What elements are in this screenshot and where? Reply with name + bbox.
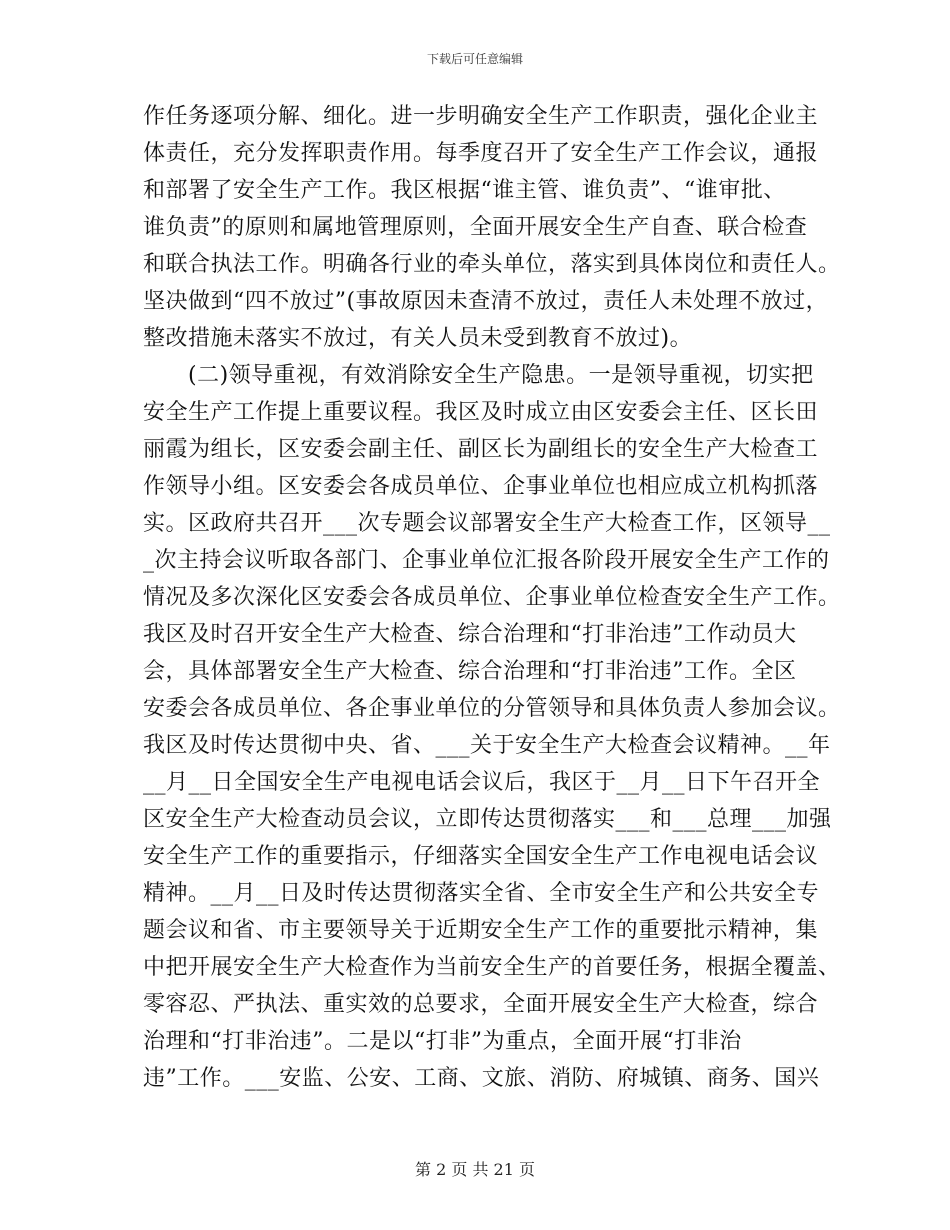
text-line: 和联合执法工作。明确各行业的牵头单位，落实到具体岗位和责任人。: [143, 252, 841, 277]
text-line: 谁负责”的原则和属地管理原则，全面开展安全生产自查、联合检查: [143, 215, 808, 240]
text-line: 违”工作。___安监、公安、工商、文旅、消防、府城镇、商务、国兴: [143, 1066, 820, 1091]
text-line: 作领导小组。区安委会各成员单位、企事业单位也相应成立机构抓落: [143, 474, 819, 499]
text-line: 体责任，充分发挥职责作用。每季度召开了安全生产工作会议，通报: [143, 141, 819, 166]
text-line: 治理和“打非治违”。二是以“打非”为重点，全面开展“打非治: [143, 1029, 742, 1054]
text-line: 坚决做到“四不放过”(事故原因未查清不放过，责任人未处理不放过，: [143, 289, 829, 314]
text-line: 区安全生产大检查动员会议，立即传达贯彻落实___和___总理___加强: [143, 807, 832, 832]
text-line: 安委会各成员单位、各企事业单位的分管领导和具体负责人参加会议。: [143, 696, 841, 721]
text-line: 精神。__月__日及时传达贯彻落实全省、全市安全生产和公共安全专: [143, 881, 820, 906]
text-line: 题会议和省、市主要领导关于近期安全生产工作的重要批示精神，集: [143, 918, 819, 943]
text-line: 丽霞为组长，区安委会副主任、副区长为副组长的安全生产大检查工: [143, 437, 819, 462]
text-line: 我区及时传达贯彻中央、省、___关于安全生产大检查会议精神。__年: [143, 733, 831, 758]
text-line: __月__日全国安全生产电视电话会议后，我区于__月__日下午召开全: [143, 770, 821, 795]
text-line: 情况及多次深化区安委会各成员单位、企事业单位检查安全生产工作。: [143, 585, 841, 610]
document-body: [143, 98, 841, 1097]
text-line: 整改措施未落实不放过，有关人员未受到教育不放过)。: [143, 326, 693, 351]
text-line: 我区及时召开安全生产大检查、综合治理和“打非治违”工作动员大: [143, 622, 797, 647]
text-line: 安全生产工作的重要指示，仔细落实全国安全生产工作电视电话会议: [143, 844, 819, 869]
text-line: 实。区政府共召开___次专题会议部署安全生产大检查工作，区领导__: [143, 511, 831, 536]
text-line: 中把开展安全生产大检查作为当前安全生产的首要任务，根据全覆盖、: [143, 955, 841, 980]
page-header: 下载后可任意编辑: [426, 52, 523, 66]
text-line: 和部署了安全生产工作。我区根据“谁主管、谁负责”、“谁审批、: [143, 178, 786, 203]
text-line: 零容忍、严执法、重实效的总要求，全面开展安全生产大检查，综合: [143, 992, 819, 1017]
text-line: 安全生产工作提上重要议程。我区及时成立由区安委会主任、区长田: [143, 400, 819, 425]
text-line: 会，具体部署安全生产大检查、综合治理和“打非治违”工作。全区: [143, 659, 797, 684]
text-line: (二)领导重视，有效消除安全生产隐患。一是领导重视，切实把: [143, 363, 814, 388]
text-line: 作任务逐项分解、细化。进一步明确安全生产工作职责，强化企业主: [143, 104, 819, 129]
text-line: _次主持会议听取各部门、企事业单位汇报各阶段开展安全生产工作的: [143, 548, 830, 573]
page-footer: 第 2 页 共 21 页: [415, 1160, 535, 1179]
